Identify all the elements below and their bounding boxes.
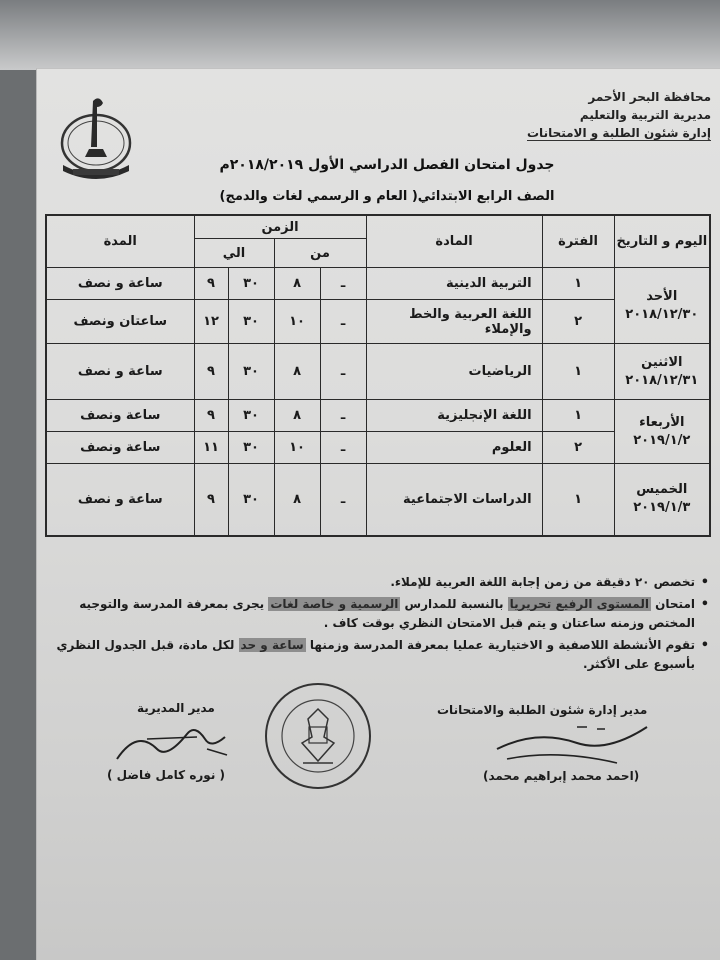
left-signatory-name: ( نوره كامل فاضل ) [107, 768, 225, 782]
to-hour-cell: ٩ [194, 268, 228, 300]
directorate-label: مديرية التربية والتعليم [579, 108, 711, 122]
period-cell: ١ [542, 464, 614, 536]
left-signatory-title: مدير المديرية [137, 701, 215, 715]
note-text: يجرى بمعرفة المدرسة والتوجيه المختص وزمنه ساعتان و يتم قبل الامتحان النظري بوقت كاف . [79, 597, 695, 630]
note-text: تقوم الأنشطة اللاصفية و الاختيارية عمليا بمعرفة المدرسة وزمنها [309, 638, 695, 652]
duration-cell: ساعة ونصف [46, 400, 194, 432]
subject-cell: اللغة الإنجليزية [366, 400, 542, 432]
governorate-label: محافظة البحر الأحمر [588, 90, 711, 104]
duration-cell: ساعة ونصف [46, 432, 194, 464]
from-minute-cell: ٣٠ [228, 464, 274, 536]
period-cell: ٢ [542, 432, 614, 464]
subject-cell: اللغة العربية والخط والإملاء [366, 300, 542, 344]
note-item [47, 573, 695, 592]
highlighted-text: الرسمية و خاصة لغات [270, 597, 399, 611]
table-row [46, 432, 710, 464]
table-row [46, 300, 710, 344]
subject-cell: التربية الدينية [366, 268, 542, 300]
right-signatory-title: مدير إدارة شئون الطلبة والامتحانات [437, 703, 648, 717]
dash-cell: ـ [320, 268, 366, 300]
dash-cell: ـ [320, 464, 366, 536]
to-hour-cell: ٩ [194, 344, 228, 400]
department-wrapper [527, 125, 711, 141]
dash-cell: ـ [320, 300, 366, 344]
from-minute-cell: ٣٠ [228, 432, 274, 464]
header-period: الفترة [542, 215, 614, 268]
day-name: الاثنين [641, 354, 683, 370]
official-seal-icon [263, 681, 373, 791]
department-label: إدارة شئون الطلبة و الامتحانات [527, 126, 711, 140]
day-name: الخميس [636, 482, 688, 498]
from-minute-cell: ٣٠ [228, 400, 274, 432]
to-hour-cell: ٩ [194, 400, 228, 432]
note-text: لكل مادة، قبل الجدول النظري بأسبوع على الأكثر. [56, 638, 695, 671]
period-cell: ١ [542, 268, 614, 300]
day-name: الأربعاء [639, 414, 685, 430]
duration-cell: ساعة و نصف [46, 268, 194, 300]
highlighted-text: المستوى الرفيع تحريريا [509, 597, 649, 611]
period-cell: ١ [542, 344, 614, 400]
left-signature-icon [107, 719, 247, 769]
note-item [47, 595, 695, 633]
note-text: امتحان [655, 597, 695, 611]
duration-cell: ساعتان ونصف [46, 300, 194, 344]
to-hour-cell: ١١ [194, 432, 228, 464]
day-cell [614, 400, 710, 464]
photo-background [0, 0, 720, 70]
day-name: الأحد [646, 288, 678, 304]
subject-cell: الدراسات الاجتماعية [366, 464, 542, 536]
dash-cell: ـ [320, 432, 366, 464]
dash-cell: ـ [320, 344, 366, 400]
from-hour-cell: ٨ [274, 464, 320, 536]
table-row [46, 464, 710, 536]
header-subject: المادة [366, 215, 542, 268]
to-hour-cell: ٩ [194, 464, 228, 536]
subject-cell: الرياضيات [366, 344, 542, 400]
from-minute-cell: ٣٠ [228, 344, 274, 400]
header-from: من [274, 239, 366, 268]
dash-cell: ـ [320, 400, 366, 432]
day-cell [614, 268, 710, 344]
exam-schedule-table [45, 214, 711, 537]
directorate-logo-icon [53, 87, 139, 183]
day-date: ٢٠١٩/١/٣ [633, 500, 691, 516]
note-text: بالنسبة للمدارس [404, 597, 504, 611]
page-title: جدول امتحان الفصل الدراسي الأول ٢٠١٨/٢٠١٩م [219, 157, 555, 173]
subject-cell: العلوم [366, 432, 542, 464]
duration-cell: ساعة و نصف [46, 344, 194, 400]
from-minute-cell: ٣٠ [228, 300, 274, 344]
document-page [36, 68, 720, 960]
highlighted-text: ساعة و حد [240, 638, 304, 652]
note-item [47, 636, 695, 674]
note-text: تخصص ٢٠ دقيقة من زمن إجابة اللغة العربية للإملاء. [390, 575, 695, 589]
header-duration: المدة [46, 215, 194, 268]
from-hour-cell: ٨ [274, 268, 320, 300]
notes-section [47, 573, 711, 677]
from-minute-cell: ٣٠ [228, 268, 274, 300]
right-signatory-name: (احمد محمد إبراهيم محمد) [483, 769, 640, 783]
period-cell: ٢ [542, 300, 614, 344]
from-hour-cell: ١٠ [274, 300, 320, 344]
day-cell [614, 344, 710, 400]
table-row [46, 400, 710, 432]
day-date: ٢٠١٨/١٢/٣١ [625, 372, 699, 388]
day-date: ٢٠١٩/١/٢ [633, 432, 691, 448]
duration-cell: ساعة و نصف [46, 464, 194, 536]
to-hour-cell: ١٢ [194, 300, 228, 344]
header-to: الي [194, 239, 274, 268]
from-hour-cell: ٨ [274, 344, 320, 400]
header-time: الزمن [194, 215, 366, 239]
table-row [46, 344, 710, 400]
right-signature-icon [487, 719, 657, 775]
period-cell: ١ [542, 400, 614, 432]
page-subtitle: الصف الرابع الابتدائي( العام و الرسمي لغات والدمج) [219, 189, 555, 204]
table-row [46, 268, 710, 300]
from-hour-cell: ٨ [274, 400, 320, 432]
from-hour-cell: ١٠ [274, 432, 320, 464]
day-date: ٢٠١٨/١٢/٣٠ [625, 306, 699, 322]
day-cell [614, 464, 710, 536]
header-day-date: اليوم و التاريخ [614, 215, 710, 268]
